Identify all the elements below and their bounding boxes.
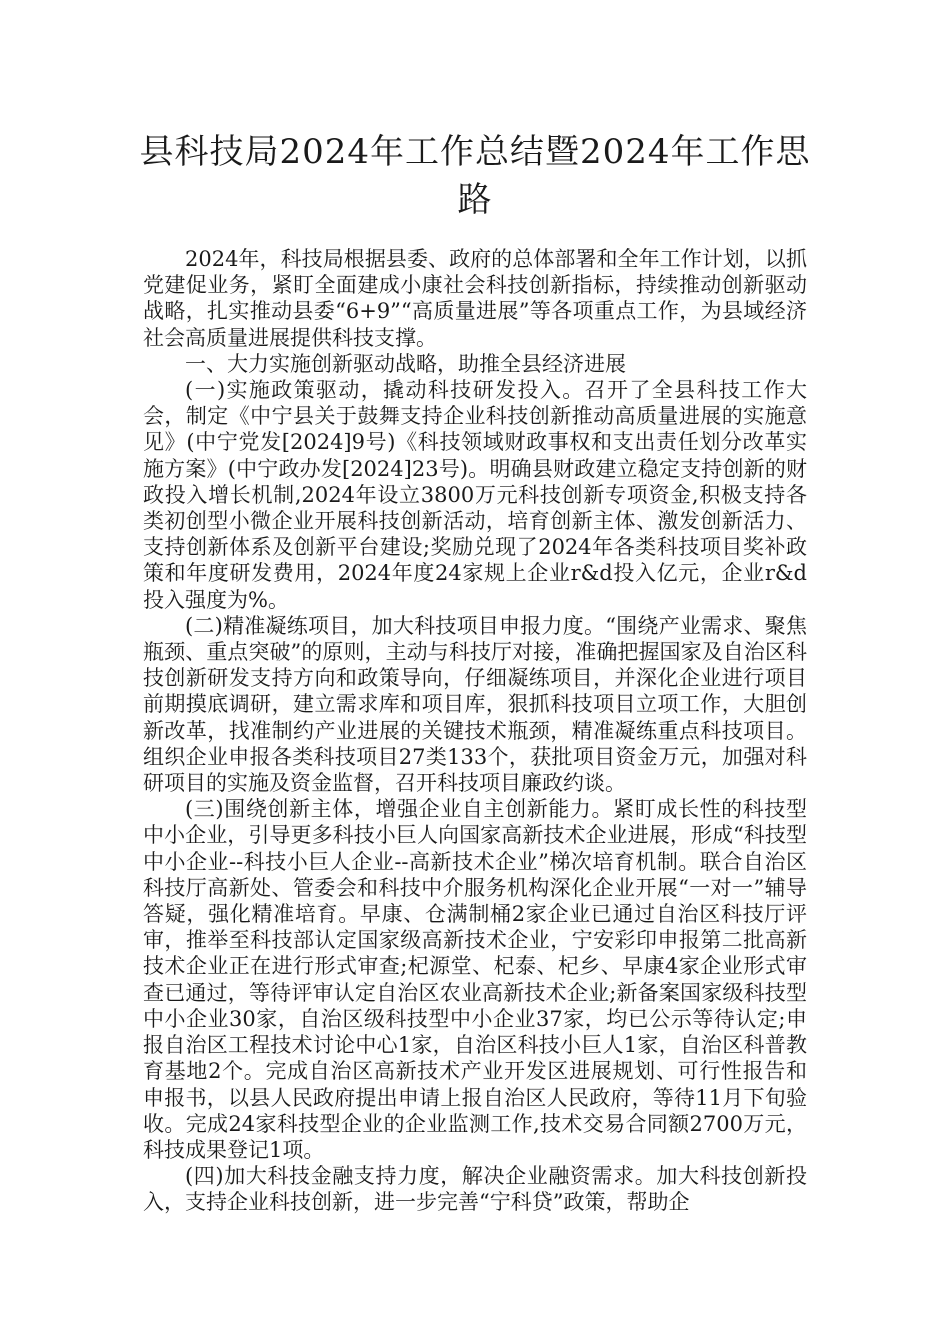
section-heading: 一、大力实施创新驱动战略，助推全县经济进展 xyxy=(185,351,626,376)
paragraph-policy-driven: (一)实施政策驱动，撬动科技研发投入。召开了全县科技工作大会，制定《中宁县关于鼓舞支持企业科技创新推动高质量进展的实施意见》(中宁党发[2024]9号)《科技领域财政事权和支出责任划分改革实施方案》(中宁政办发[2024]23号)。明确县财政建立稳定支持创新的财政投入增长机制,2024年设立3800万元科技创新专项资金,积极支持各类初创型小微企业开展科技创新活动，培育创新主体、激发创新活力、支持创新体系及创新平台建设;奖励兑现了2024年各类科技项目奖补政策和年度研发费用，2024年度24家规上企业r&d投入亿元，企业r&d投入强度为%。 xyxy=(143,378,807,612)
paragraph-innovation-subjects: (三)围绕创新主体，增强企业自主创新能力。紧盯成长性的科技型中小企业，引导更多科技小巨人向国家高新技术企业进展，形成“科技型中小企业--科技小巨人企业--高新技术企业”梯次培育机制。联合自治区科技厅高新处、管委会和科技中介服务机构深化企业开展“一对一”辅导答疑，强化精准培育。早康、仓满制桶2家企业已通过自治区科技厅评审，推举至科技部认定国家级高新技术企业，宁安彩印申报第二批高新技术企业正在进行形式审查;杞源堂、杞泰、杞乡、早康4家企业形式审查已通过，等待评审认定自治区农业高新技术企业;新备案国家级科技型中小企业30家，自治区级科技型中小企业37家，均已公示等待认定;申报自治区工程技术讨论中心1家，自治区科技小巨人1家，自治区科普教育基地2个。完成自治区高新技术产业开发区进展规划、可行性报告和申报书，以县人民政府提出申请上报自治区人民政府，等待11月下旬验收。完成24家科技型企业的企业监测工作,技术交易合同额2700万元，科技成果登记1项。 xyxy=(143,797,807,1162)
document-body xyxy=(143,246,807,1216)
paragraph-tech-finance: (四)加大科技金融支持力度，解决企业融资需求。加大科技创新投入，支持企业科技创新，进一步完善“宁科贷”政策，帮助企 xyxy=(143,1164,807,1215)
document-title: 县科技局2024年工作总结暨2024年工作思路 xyxy=(139,132,811,220)
paragraph-project-declaration: (二)精准凝练项目，加大科技项目申报力度。“围绕产业需求、聚焦瓶颈、重点突破”的原则，主动与科技厅对接，准确把握国家及自治区科技创新研发支持方向和政策导向，仔细凝练项目，并深化企业进行项目前期摸底调研，建立需求库和项目库，狠抓科技项目立项工作，大胆创新改革，找准制约产业进展的关键技术瓶颈，精准凝练重点科技项目。组织企业申报各类科技项目27类133个，获批项目资金万元，加强对科研项目的实施及资金监督，召开科技项目廉政约谈。 xyxy=(143,613,807,796)
intro-paragraph: 2024年，科技局根据县委、政府的总体部署和全年工作计划，以抓党建促业务，紧盯全面建成小康社会科技创新指标，持续推动创新驱动战略，扎实推动县委“6+9”“高质量进展”等各项重点工作，为县域经济社会高质量进展提供科技支撑。 xyxy=(143,247,807,350)
